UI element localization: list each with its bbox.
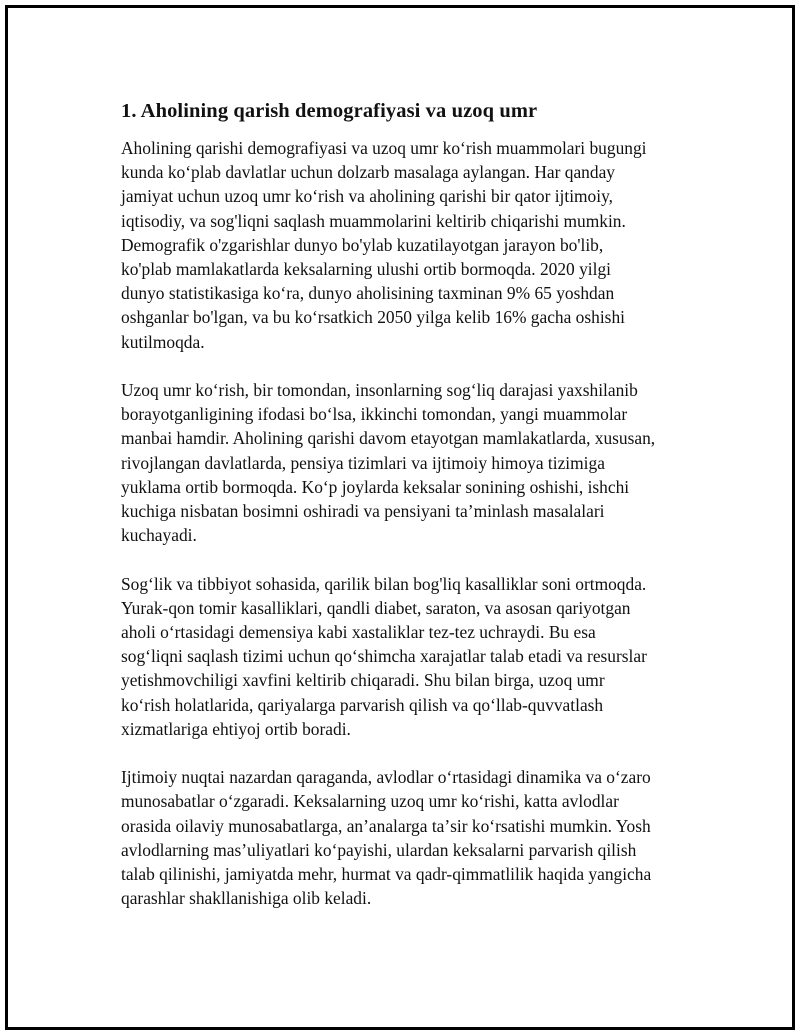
text-line: jamiyat uchun uzoq umr koʻrish va aholining qarishi bir qator ijtimoiy,	[121, 186, 613, 207]
paragraph-3	[121, 572, 691, 741]
text-line: kutilmoqda.	[121, 331, 205, 352]
text-line: xizmatlariga ehtiyoj ortib boradi.	[121, 718, 351, 739]
text-line: aholi oʻrtasidagi demensiya kabi xastaliklar tez-tez uchraydi. Bu esa	[121, 622, 596, 643]
text-line: sogʻliqni saqlash tizimi uchun qoʻshimcha xarajatlar talab etadi va resurslar	[121, 646, 647, 667]
text-line: rivojlangan davlatlarda, pensiya tizimlari va ijtimoiy himoya tizimiga	[121, 452, 605, 473]
text-line: Aholining qarishi demografiyasi va uzoq umr koʻrish muammolari bugungi	[121, 138, 647, 158]
page-frame	[5, 5, 795, 1030]
text-line: talab qilinishi, jamiyatda mehr, hurmat va qadr-qimmatlilik haqida yangicha	[121, 864, 652, 885]
text-line: yetishmovchiligi xavfini keltirib chiqaradi. Shu bilan birga, uzoq umr	[121, 670, 605, 691]
text-line: dunyo statistikasiga koʻra, dunyo aholisining taxminan 9% 65 yoshdan	[121, 283, 615, 304]
text-line: kuchiga nisbatan bosimni oshiradi va pensiyani taʼminlash masalalari	[121, 501, 605, 522]
text-line: kunda koʻplab davlatlar uchun dolzarb masalaga aylangan. Har qanday	[121, 162, 615, 183]
text-line: ko'plab mamlakatlarda keksalarning ulushi ortib bormoqda. 2020 yilgi	[121, 259, 611, 280]
text-line: kuchayadi.	[121, 525, 197, 546]
text-line: orasida oilaviy munosabatlarga, anʼanalarga taʼsir koʻrsatishi mumkin. Yosh	[121, 815, 651, 836]
text-line: munosabatlar oʻzgaradi. Keksalarning uzoq umr koʻrishi, katta avlodlar	[121, 791, 619, 812]
section-heading: 1. Aholining qarish demografiyasi va uzoq umr	[121, 100, 538, 122]
text-line: manbai hamdir. Aholining qarishi davom etayotgan mamlakatlarda, xususan,	[121, 428, 656, 449]
text-line: iqtisodiy, va sog'liqni saqlash muammolarini keltirib chiqarishi mumkin.	[121, 210, 626, 231]
paragraph-1	[121, 136, 691, 354]
text-line: Ijtimoiy nuqtai nazardan qaraganda, avlodlar oʻrtasidagi dinamika va oʻzaro	[121, 767, 651, 788]
text-line: qarashlar shakllanishiga olib keladi.	[121, 888, 372, 909]
text-line: Uzoq umr koʻrish, bir tomondan, insonlarning sogʻliq darajasi yaxshilanib	[121, 380, 638, 401]
text-line: yuklama ortib bormoqda. Koʻp joylarda keksalar sonining oshishi, ishchi	[121, 476, 630, 497]
text-line: Sogʻlik va tibbiyot sohasida, qarilik bilan bog'liq kasalliklar soni ortmoqda.	[121, 573, 647, 594]
paragraph-2	[121, 378, 691, 547]
text-line: koʻrish holatlarida, qariyalarga parvarish qilish va qoʻllab-quvvatlash	[121, 694, 604, 715]
text-line: oshganlar bo'lgan, va bu koʻrsatkich 2050 yilga kelib 16% gacha oshishi	[121, 307, 625, 328]
paragraph-4	[121, 765, 691, 910]
text-line: avlodlarning masʼuliyatlari koʻpayishi, ulardan keksalarni parvarish qilish	[121, 839, 637, 860]
text-line: borayotganligining ifodasi boʻlsa, ikkinchi tomondan, yangi muammolar	[121, 404, 628, 425]
document-body	[121, 98, 691, 935]
text-line: Yurak-qon tomir kasalliklari, qandli diabet, saraton, va asosan qariyotgan	[121, 597, 631, 618]
text-line: Demografik o'zgarishlar dunyo bo'ylab kuzatilayotgan jarayon bo'lib,	[121, 234, 604, 255]
